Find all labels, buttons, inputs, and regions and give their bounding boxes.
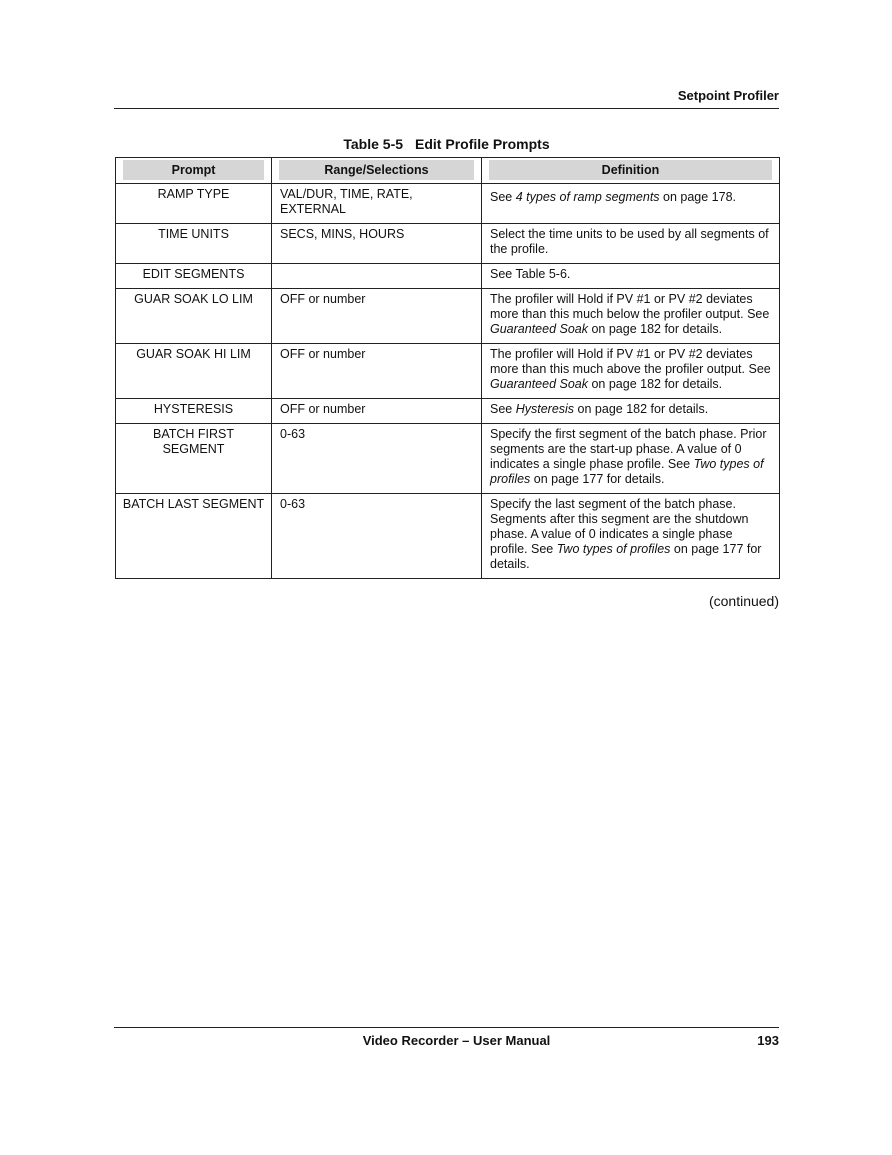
definition-text: on page 182 for details. [588, 322, 723, 336]
page-number: 193 [757, 1033, 779, 1048]
cell-definition [482, 224, 780, 264]
cell-definition [482, 399, 780, 424]
table-row [116, 184, 780, 224]
cell-range: SECS, MINS, HOURS [272, 224, 482, 264]
table-row [116, 264, 780, 289]
table-row [116, 224, 780, 264]
cell-prompt: HYSTERESIS [116, 399, 272, 424]
definition-text: on page 177 for details. [530, 472, 665, 486]
definition-text: on page 177 for details. [490, 542, 762, 571]
cell-prompt: TIME UNITS [116, 224, 272, 264]
cell-definition [482, 344, 780, 399]
definition-text: See Table 5-6. [490, 267, 571, 281]
cell-definition [482, 494, 780, 579]
cell-prompt: RAMP TYPE [116, 184, 272, 224]
table-number: Table 5-5 [343, 136, 404, 152]
definition-reference: Hysteresis [515, 402, 575, 416]
table-body [116, 184, 780, 579]
cell-prompt: GUAR SOAK HI LIM [116, 344, 272, 399]
definition-text: The profiler will Hold if PV #1 or PV #2 deviates more than this much above the profiler output. See [490, 347, 771, 376]
definition-text: See [490, 190, 516, 204]
definition-text: The profiler will Hold if PV #1 or PV #2 deviates more than this much below the profiler output. See [490, 292, 770, 321]
column-header-prompt: Prompt [116, 158, 272, 184]
cell-definition [482, 184, 780, 224]
continued-note: (continued) [708, 593, 779, 609]
cell-range: 0-63 [272, 424, 482, 494]
table-header-row [116, 158, 780, 184]
definition-text: See [490, 402, 516, 416]
definition-text: on page 182 for details. [574, 402, 709, 416]
cell-range [272, 264, 482, 289]
definition-reference: Two types of profiles [490, 457, 764, 486]
definition-text: Specify the first segment of the batch phase. Prior segments are the start-up phase. A value of 0 indicates a single phase profile. See [490, 427, 767, 471]
table-row [116, 399, 780, 424]
cell-definition [482, 424, 780, 494]
cell-prompt: GUAR SOAK LO LIM [116, 289, 272, 344]
cell-range: 0-63 [272, 494, 482, 579]
running-header: Setpoint Profiler [677, 88, 779, 103]
footer-title: Video Recorder – User Manual [362, 1033, 551, 1048]
definition-reference: 4 types of ramp segments [515, 190, 660, 204]
cell-definition [482, 264, 780, 289]
definition-text: on page 178. [659, 190, 737, 204]
footer-rule [114, 1027, 779, 1028]
cell-prompt: BATCH LAST SEGMENT [116, 494, 272, 579]
definition-text: on page 182 for details. [588, 377, 723, 391]
cell-range: OFF or number [272, 344, 482, 399]
definition-reference: Two types of profiles [556, 542, 671, 556]
cell-prompt: BATCH FIRST SEGMENT [116, 424, 272, 494]
cell-prompt: EDIT SEGMENTS [116, 264, 272, 289]
table-row [116, 344, 780, 399]
cell-range: OFF or number [272, 399, 482, 424]
table-row [116, 424, 780, 494]
header-rule [114, 108, 779, 109]
definition-reference: Guaranteed Soak [490, 377, 588, 391]
table-row [116, 494, 780, 579]
table-caption [114, 136, 779, 152]
definition-reference: Guaranteed Soak [490, 322, 588, 336]
column-header-range: Range/Selections [272, 158, 482, 184]
cell-definition [482, 289, 780, 344]
edit-profile-prompts-table [115, 157, 780, 579]
table-row [116, 289, 780, 344]
table-title: Edit Profile Prompts [415, 136, 550, 152]
definition-text: Specify the last segment of the batch phase. Segments after this segment are the shutdown phase. A value of 0 indicates a single phase profile. See [490, 497, 749, 556]
column-header-definition: Definition [482, 158, 780, 184]
definition-text: Select the time units to be used by all segments of the profile. [490, 227, 769, 256]
cell-range: OFF or number [272, 289, 482, 344]
cell-range: VAL/DUR, TIME, RATE, EXTERNAL [272, 184, 482, 224]
